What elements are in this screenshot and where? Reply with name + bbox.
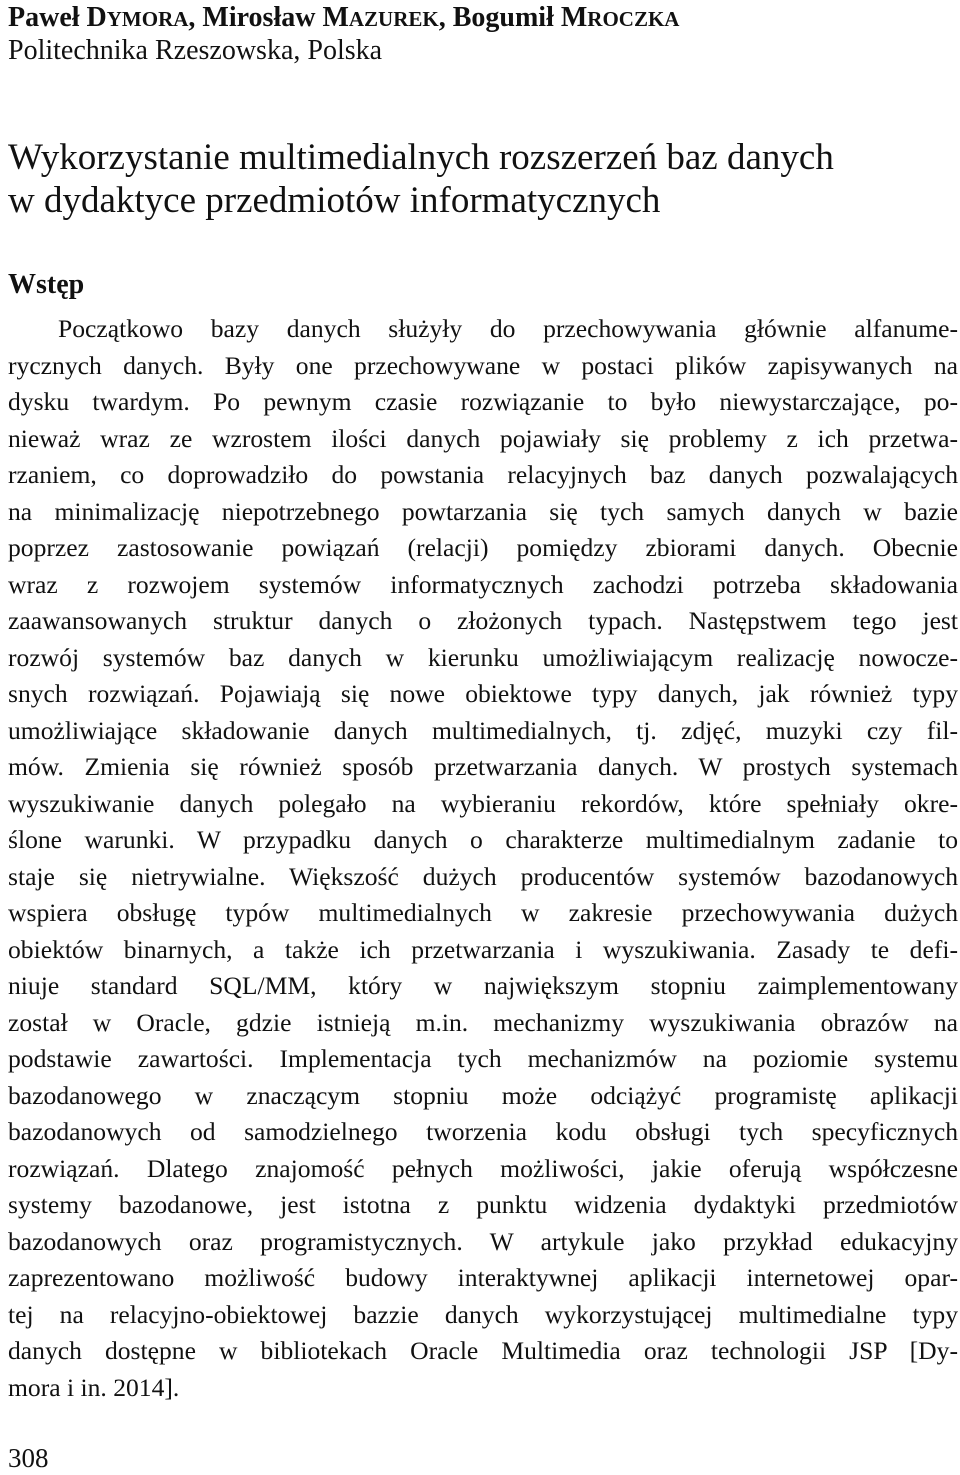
paragraph-line: podstawie zawartości. Implementacja tych mechanizmów na poziomie systemu [8,1044,958,1073]
paragraph-line: umożliwiające składowanie danych multimedialnych, tj. zdjęć, muzyki czy fil- [8,715,958,745]
paragraph-line: rzaniem, co doprowadziło do powstania relacyjnych baz danych pozwalających [8,460,958,489]
page-number: 308 [8,1443,49,1473]
paragraph-line: został w Oracle, gdzie istnieją m.in. mechanizmy wyszukiwania obrazów na [8,1007,958,1037]
author-name-part: , Mirosław M [188,2,349,33]
body-paragraph [8,311,958,1406]
paragraph-line: snych rozwiązań. Pojawiają się nowe obiektowe typy danych, jak również typy [8,679,958,708]
paragraph-line: dysku twardym. Po pewnym czasie rozwiązanie to było niewystarczające, po- [8,387,958,416]
paragraph-line: bazodanowego w znaczącym stopniu może odciążyć programistę aplikacji [8,1080,958,1110]
author-name-part: Paweł D [8,2,107,33]
paragraph-line: obiektów binarnych, a także ich przetwarzania i wyszukiwania. Zasady te defi- [8,934,958,964]
paragraph-line: zaprezentowano możliwość budowy interaktywnej aplikacji internetowej opar- [8,1263,958,1292]
affiliation: Politechnika Rzeszowska, Polska [8,35,383,66]
paragraph-line: na minimalizację niepotrzebnego powtarzania się tych samych danych w bazie [8,496,958,526]
paragraph-line: wyszukiwanie danych polegało na wybieraniu rekordów, które spełniały okre- [8,788,958,818]
paragraph-line: tej na relacyjno-obiektowej bazzie danych wykorzystującej multimedialne typy [8,1299,958,1329]
paragraph-line: niuje standard SQL/MM, który w największym stopniu zaimplementowany [8,971,958,1000]
paragraph-line: bazodanowych oraz programistycznych. W artykule jako przykład edukacyjny [8,1226,958,1256]
document-page [4,0,958,1473]
paragraph-line: danych dostępne w bibliotekach Oracle Multimedia oraz technologii JSP [Dy- [8,1336,958,1365]
paragraph-line: wspiera obsługę typów multimedialnych w zakresie przechowywania dużych [8,898,958,927]
paragraph-line: Początkowo bazy danych służyły do przechowywania głównie alfanume- [58,314,958,343]
paragraph-line: wraz z rozwojem systemów informatycznych zachodzi potrzeba składowania [8,569,958,599]
paragraph-line: rycznych danych. Były one przechowywane w postaci plików zapisywanych na [8,350,958,380]
paragraph-line: rozwiązań. Dlatego znajomość pełnych możliwości, jakie oferują współczesne [8,1153,958,1183]
paragraph-line: staje się nietrywialne. Większość dużych producentów systemów bazodanowych [8,861,958,891]
paragraph-line: mora i in. 2014]. [8,1372,180,1402]
title-line: Wykorzystanie multimedialnych rozszerzeń baz danych [8,137,834,178]
paragraph-line: poprzez zastosowanie powiązań (relacji) pomiędzy zbiorami danych. Obecnie [8,533,958,562]
author-surname-smallcaps: YMORA [106,7,189,31]
paragraph-line: nieważ wraz ze wzrostem ilości danych pojawiały się problemy z ich przetwa- [8,423,958,453]
author-name-part: , Bogumił M [438,2,588,33]
paragraph-line: bazodanowych od samodzielnego tworzenia kodu obsługi tych specyficznych [8,1117,958,1146]
section-heading: Wstęp [8,269,85,300]
title-line: w dydaktyce przedmiotów informatycznych [8,180,661,221]
author-surname-smallcaps: AZUREK [348,7,439,31]
paragraph-line: rozwój systemów baz danych w kierunku umożliwiającym realizację nowocze- [8,642,958,672]
paragraph-line: systemy bazodanowe, jest istotna z punktu widzenia dydaktyki przedmiotów [8,1190,958,1219]
author-surname-smallcaps: ROCZKA [587,7,680,31]
paragraph-line: mów. Zmienia się również sposób przetwarzania danych. W prostych systemach [8,752,958,781]
author-list [8,1,679,36]
article-title [8,136,958,222]
paragraph-line: ślone warunki. W przypadku danych o charakterze multimedialnym zadanie to [8,825,958,854]
paragraph-line: zaawansowanych struktur danych o złożonych typach. Następstwem tego jest [8,606,958,635]
